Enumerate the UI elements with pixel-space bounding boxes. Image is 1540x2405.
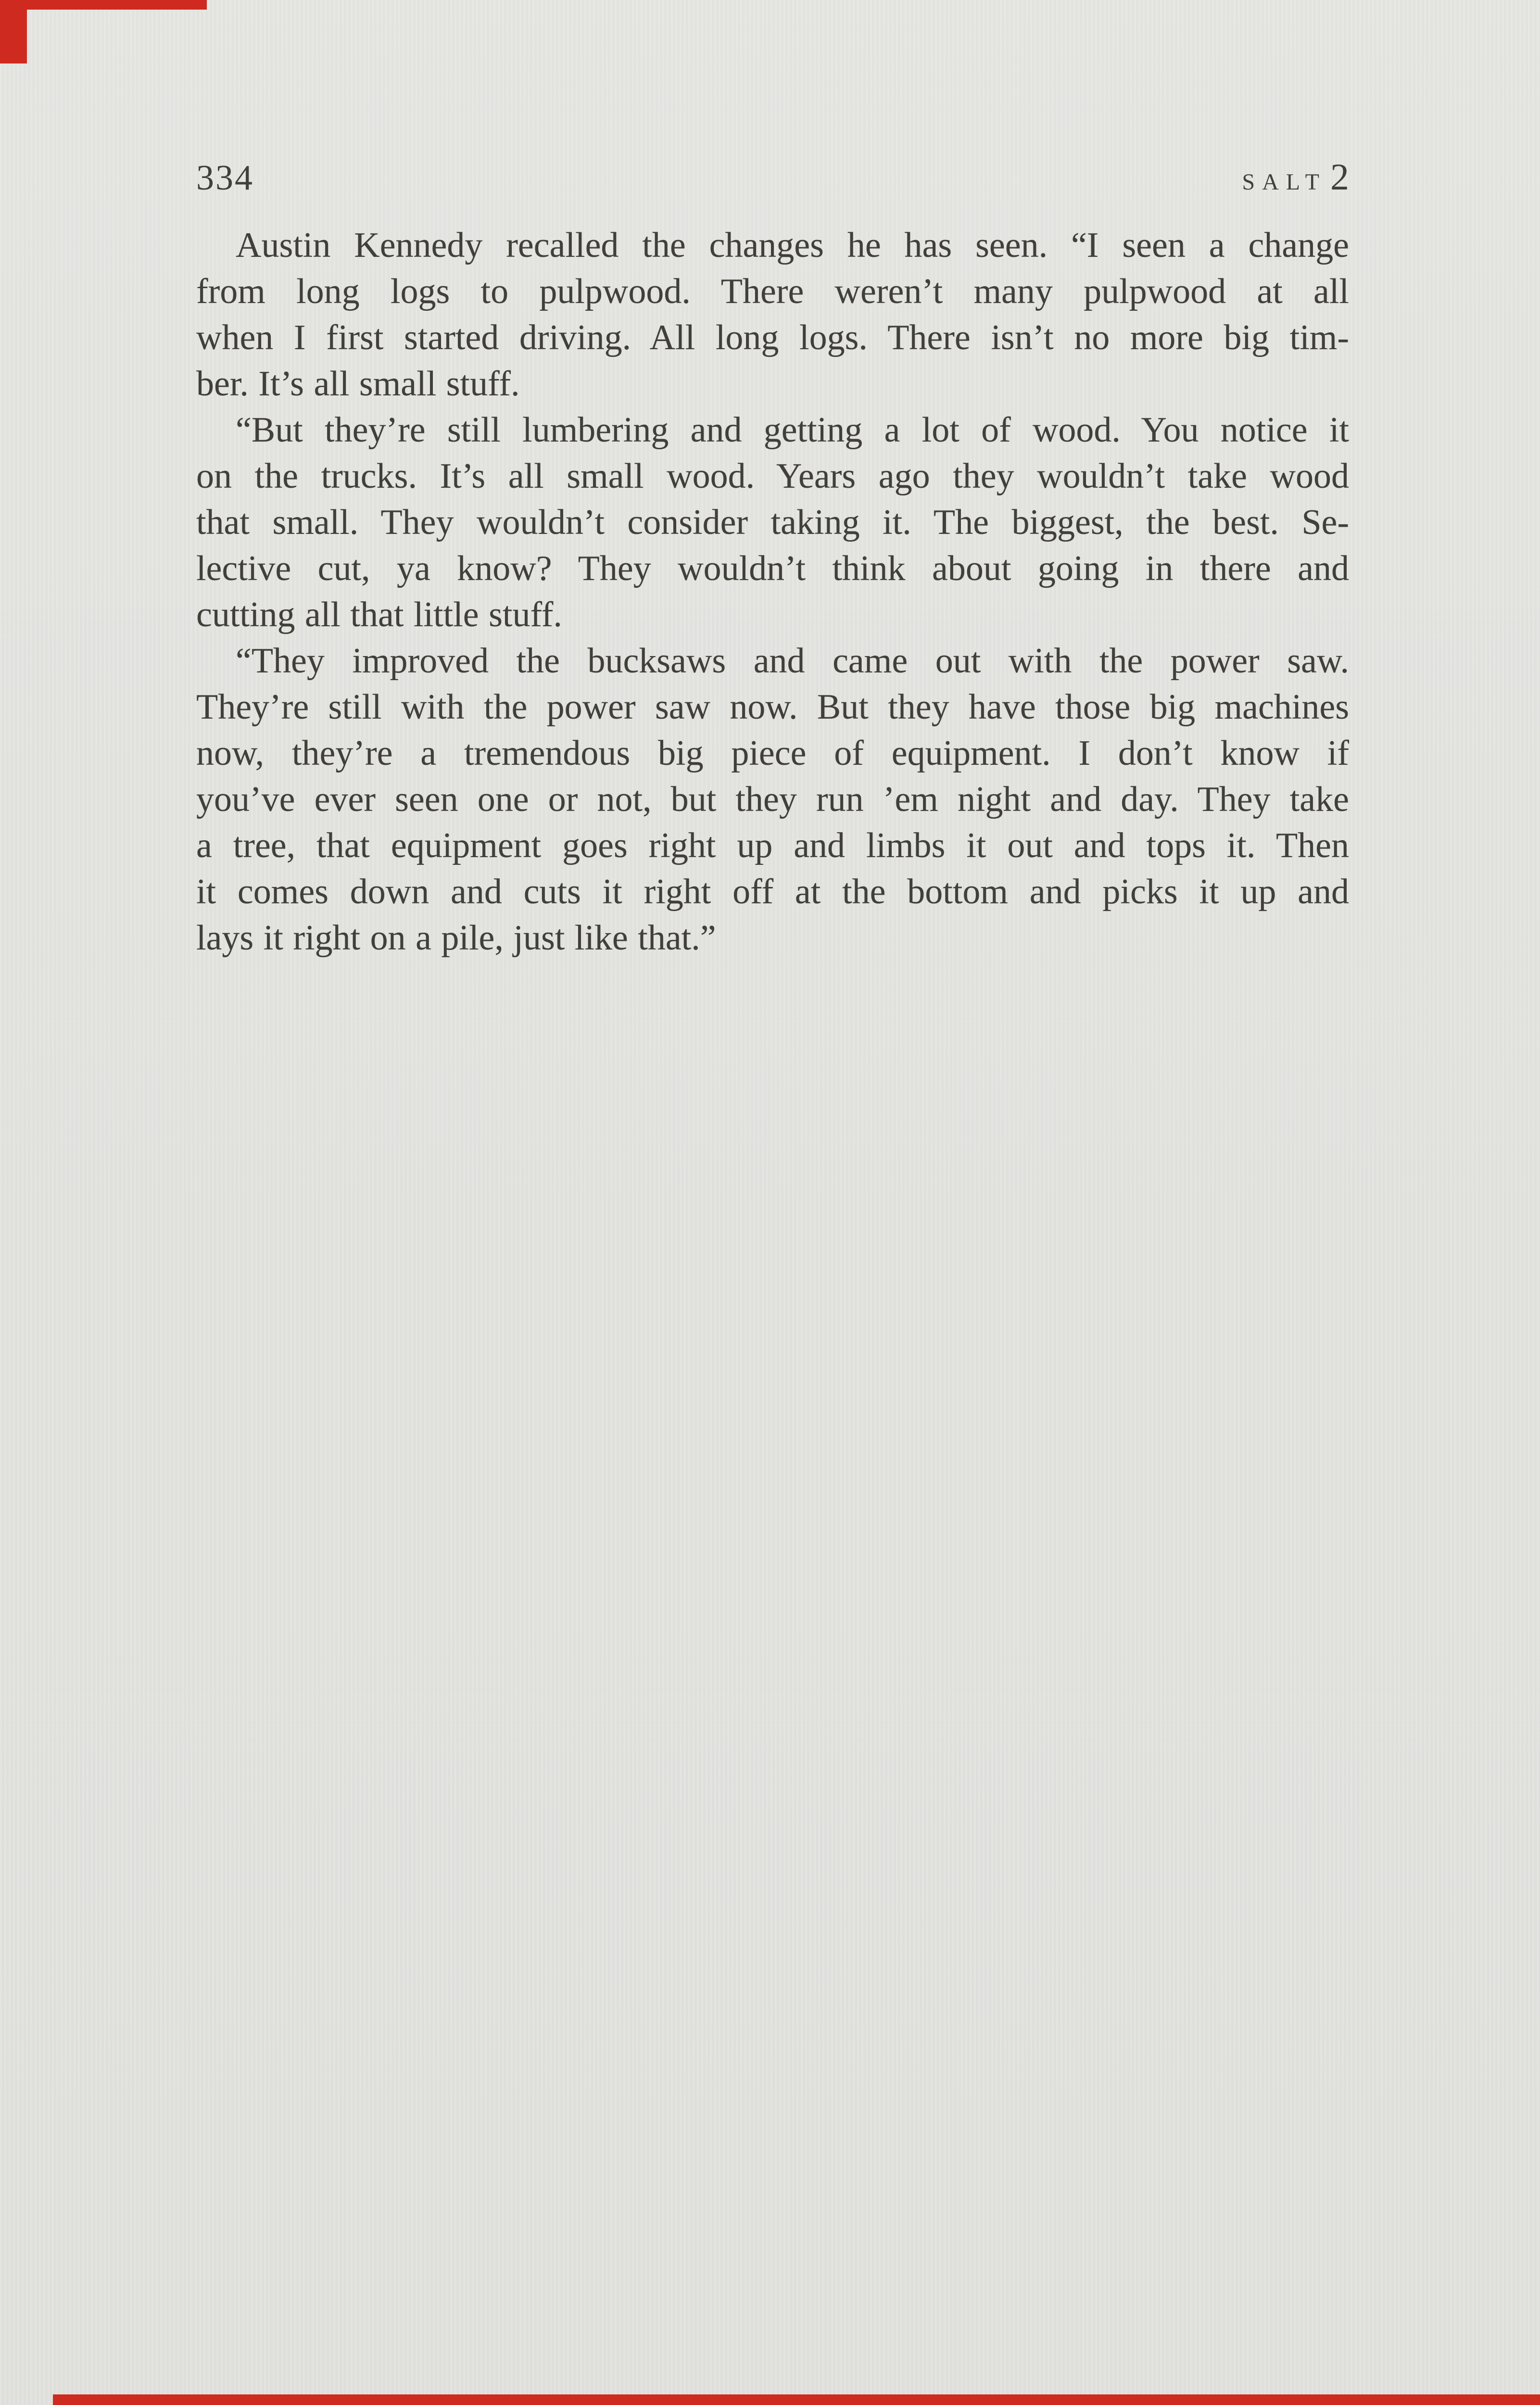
text-line: that small. They wouldn’t consider taking it. The biggest, the best. Se- <box>196 503 1349 542</box>
paragraph <box>196 638 1349 961</box>
paragraph <box>196 407 1349 638</box>
text-line: lective cut, ya know? They wouldn’t think about going in there and <box>196 549 1349 588</box>
scan-artifact-top-edge <box>0 0 207 10</box>
text-line: lays it right on a pile, just like that.” <box>196 918 716 958</box>
text-line: from long logs to pulpwood. There weren’t many pulpwood at all <box>196 272 1349 311</box>
text-line: ber. It’s all small stuff. <box>196 364 520 404</box>
text-line: cutting all that little stuff. <box>196 595 562 634</box>
page-header <box>196 154 1349 211</box>
paragraph <box>196 222 1349 407</box>
running-head-volume: 2 <box>1330 156 1349 198</box>
scan-artifact-bottom-edge <box>53 2394 1540 2405</box>
text-line: you’ve ever seen one or not, but they run ’em night and day. They take <box>196 780 1349 819</box>
text-line: now, they’re a tremendous big piece of equipment. I don’t know if <box>196 734 1349 773</box>
text-line: They’re still with the power saw now. But they have those big machines <box>196 687 1349 727</box>
text-line: it comes down and cuts it right off at the bottom and picks it up and <box>196 872 1349 911</box>
page-body <box>196 222 1349 961</box>
running-head-title: SALT <box>1242 169 1326 195</box>
text-line: when I first started driving. All long logs. There isn’t no more big tim- <box>196 318 1349 357</box>
text-line: “They improved the bucksaws and came out with the power saw. <box>236 641 1349 681</box>
page-number: 334 <box>196 158 254 198</box>
text-line: a tree, that equipment goes right up and limbs it out and tops it. Then <box>196 826 1349 865</box>
text-line: “But they’re still lumbering and getting a lot of wood. You notice it <box>236 410 1349 450</box>
text-line: on the trucks. It’s all small wood. Years ago they wouldn’t take wood <box>196 456 1349 496</box>
text-line: Austin Kennedy recalled the changes he has seen. “I seen a change <box>236 226 1349 265</box>
running-head <box>1242 154 1349 211</box>
